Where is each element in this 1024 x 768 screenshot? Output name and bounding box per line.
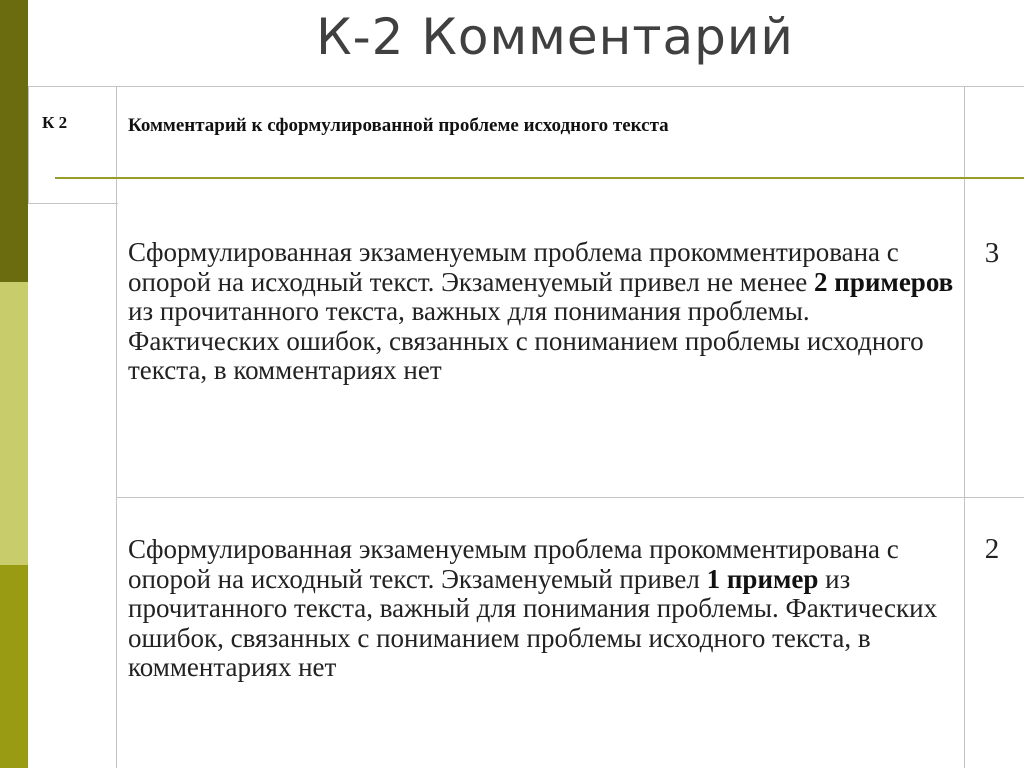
criterion-heading: Комментарий к сформулированной проблеме исходного текста — [128, 115, 669, 136]
table-border-top — [28, 86, 1024, 87]
table-row-divider — [116, 497, 1024, 498]
criterion-code: К 2 — [42, 113, 68, 132]
criterion-description-score-3: Сформулированная экзаменуемым проблема прокомментирована с опорой на исходный текст. Экзаменуемый привел не менее 2 примеров из прочитанного текста, важных для понимания проблемы. Фактических ошибок, связанных с пониманием проблемы исходного текста, в комментариях нет — [128, 237, 954, 385]
sidebar-stripe-middle — [0, 282, 28, 565]
emphasis-example: 1 пример — [706, 563, 819, 594]
table-header-bottom-left — [28, 203, 118, 204]
score-value-2: 2 — [984, 533, 1000, 565]
table-column-divider-2 — [964, 86, 965, 768]
table-border-left — [28, 86, 29, 204]
emphasis-examples: 2 примеров — [814, 266, 954, 297]
header-accent-line — [55, 177, 1024, 179]
criterion-description-score-2: Сформулированная экзаменуемым проблема прокомментирована с опорой на исходный текст. Экзаменуемый привел 1 пример из прочитанного текста, важный для понимания проблемы. Фактических ошибок, связанных с пониманием проблемы исходного текста, в комментариях нет — [128, 534, 938, 682]
score-value-3: 3 — [984, 237, 1000, 269]
sidebar-stripe-bottom — [0, 565, 28, 768]
slide-title: К-2 Комментарий — [316, 8, 794, 66]
table-column-divider-1 — [116, 86, 117, 768]
